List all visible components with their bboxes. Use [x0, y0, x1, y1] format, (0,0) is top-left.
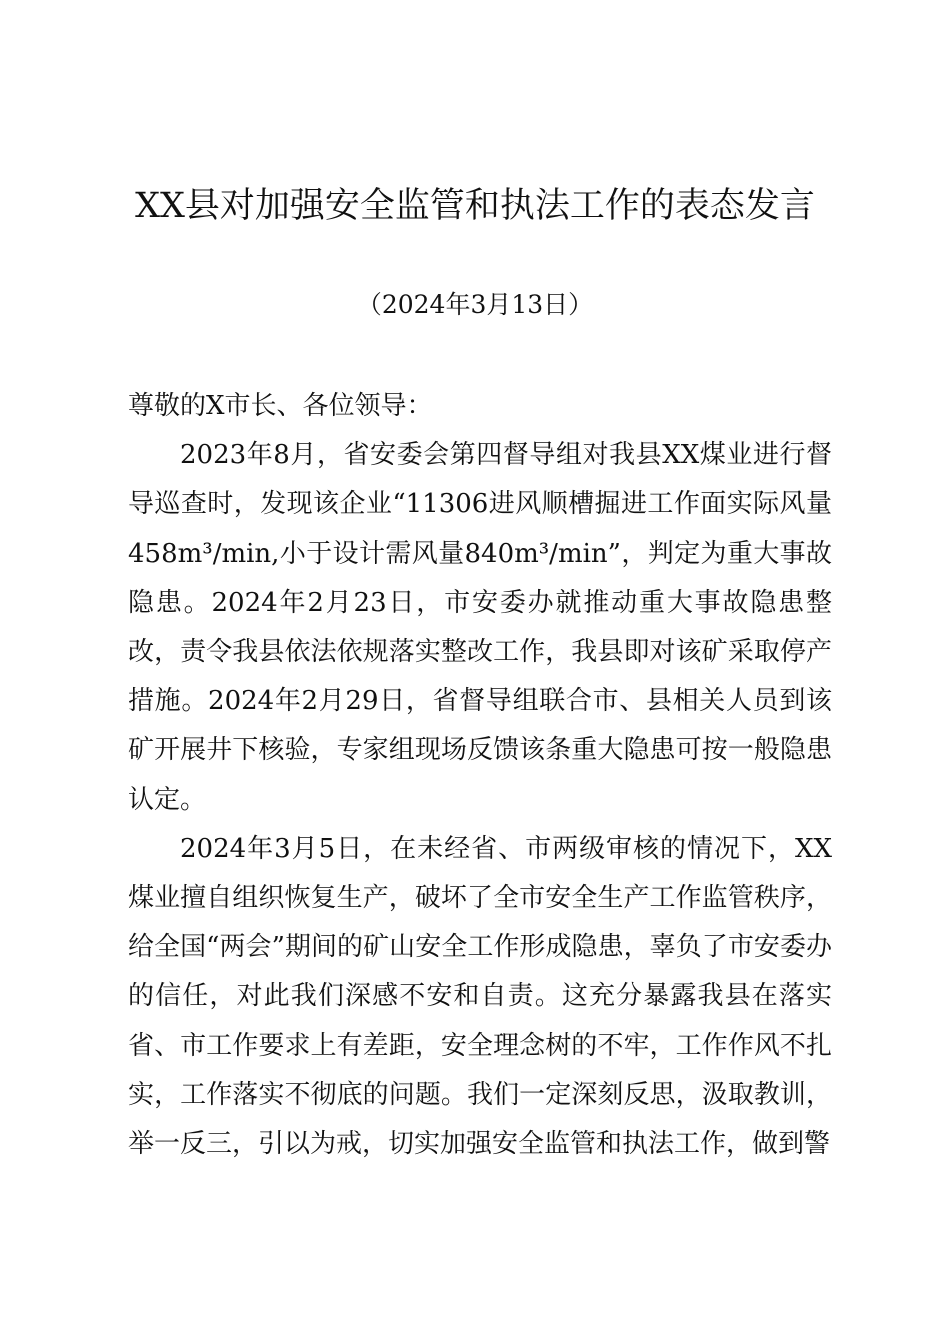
document-date: （2024年3月13日） [356, 290, 594, 319]
paragraph-1: 2023年8月，省安委会第四督导组对我县XX煤业进行督导巡查时，发现该企业“11306进风顺槽掘进工作面实际风量458m³/min,小于设计需风量840m³/min”，判定为重大事故隐患。2024年2月23日，市安委办就推动重大事故隐患整改，责令我县依法依规落实整改工作，我县即对该矿采取停产措施。2024年2月29日，省督导组联合市、县相关人员到该矿开展井下核验，专家组现场反馈该条重大隐患可按一般隐患认定。 [128, 440, 832, 815]
salutation: 尊敬的X市长、各位领导： [128, 391, 433, 421]
document-body [128, 382, 832, 1169]
paragraph-2: 2024年3月5日，在未经省、市两级审核的情况下，XX煤业擅自组织恢复生产，破坏了全市安全生产工作监管秩序，给全国“两会”期间的矿山安全工作形成隐患，辜负了市安委办的信任，对此我们深感不安和自责。这充分暴露我县在落实省、市工作要求上有差距，安全理念树的不牢，工作作风不扎实，工作落实不彻底的问题。我们一定深刻反思，汲取教训，举一反三，引以为戒，切实加强安全监管和执法工作，做到警 [128, 833, 832, 1160]
document-title: XX县对加强安全监管和执法工作的表态发言 [135, 186, 815, 226]
